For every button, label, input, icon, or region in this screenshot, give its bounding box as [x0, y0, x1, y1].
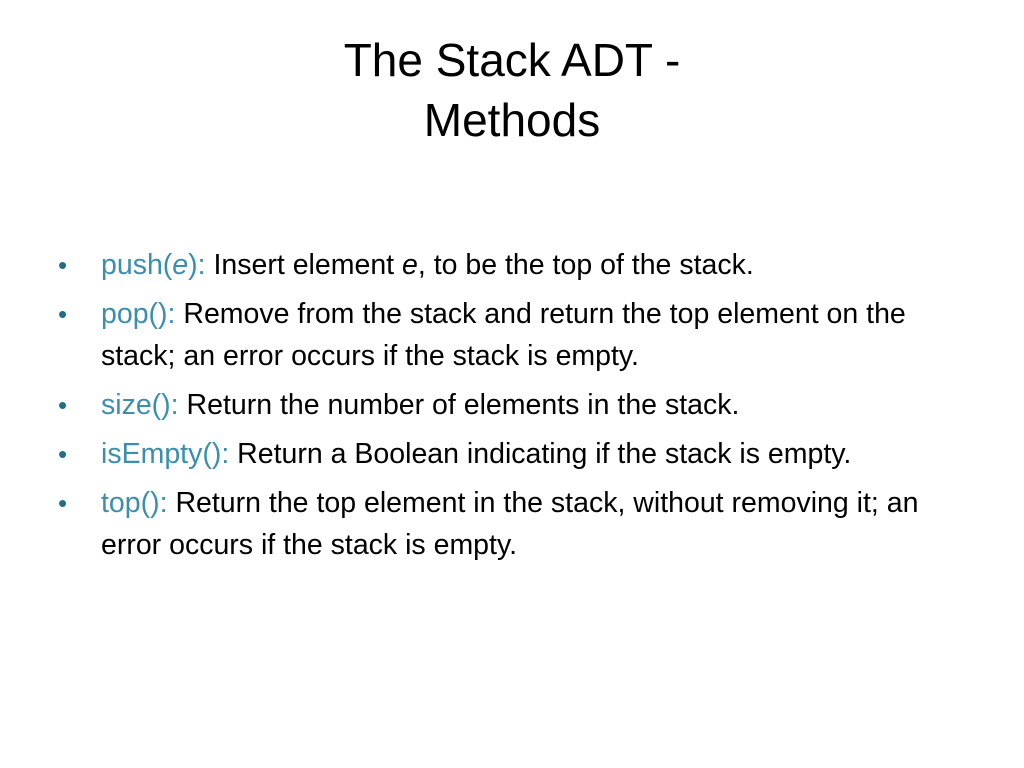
method-item-pop	[58, 293, 938, 377]
method-name-size: size():	[101, 389, 179, 421]
method-item-isempty	[58, 433, 938, 475]
slide-title-line-2: Methods	[423, 94, 601, 146]
method-name-suffix: ):	[188, 249, 206, 281]
method-name-param: e	[172, 249, 189, 281]
method-name-pop: pop():	[101, 298, 176, 330]
method-list	[58, 244, 938, 573]
bullet-icon: •	[58, 488, 68, 518]
method-desc-pop: Remove from the stack and return the top element on the stack; an error occurs if the stack is empty.	[101, 298, 906, 372]
method-desc-isempty: Return a Boolean indicating if the stack is empty.	[229, 438, 852, 470]
method-name-push	[101, 249, 206, 281]
method-desc-top: Return the top element in the stack, without removing it; an error occurs if the stack is empty.	[101, 487, 919, 561]
method-desc-suffix: , to be the top of the stack.	[417, 249, 754, 281]
method-desc-size: Return the number of elements in the stack.	[178, 389, 740, 421]
slide-title-line-1: The Stack ADT -	[343, 34, 681, 86]
bullet-icon: •	[58, 250, 68, 280]
method-name-top: top():	[101, 487, 168, 519]
bullet-icon: •	[58, 390, 68, 420]
method-desc-push	[206, 249, 754, 281]
method-item-push	[58, 244, 938, 286]
method-desc-prefix: Insert element	[205, 249, 403, 281]
method-item-top	[58, 482, 938, 566]
slide-title	[0, 30, 1024, 150]
method-name-prefix: push(	[101, 249, 173, 281]
method-desc-param: e	[402, 249, 418, 281]
method-name-isempty: isEmpty():	[101, 438, 230, 470]
method-item-size	[58, 384, 938, 426]
bullet-icon: •	[58, 439, 68, 469]
bullet-icon: •	[58, 299, 68, 329]
